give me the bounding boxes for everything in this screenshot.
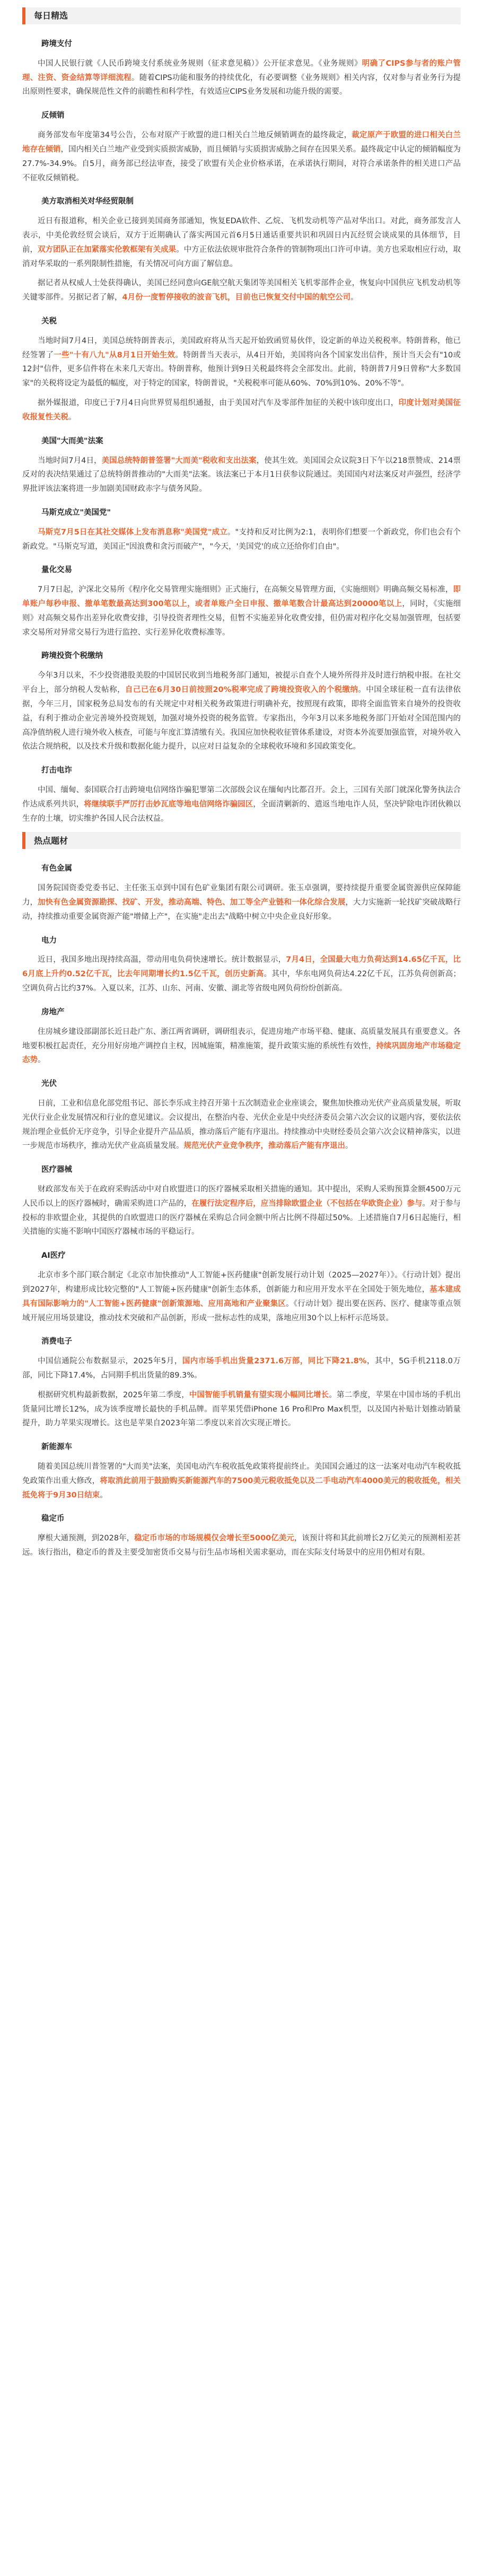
body-text: 中国人民银行就《人民币跨境支付系统业务规则（征求意见稿）》公开征求意见。《业务规则》 [38,59,362,68]
body-text: 财政部发布关于在政府采购活动中对自欧盟进口的医疗器械采取相关措施的通知。其中提出，采购人采购预算金额4500万元人民币以上的医疗器械时，确需采购进口产品的， [22,1185,461,1208]
topic-title: 消费电子 [41,1337,72,1346]
body-text: 北京市多个部门联合制定《北京市加快推动"人工智能+医药健康"创新发展行动计划（2025—2027年）》。《行动计划》提出到2027年，构建形成比较完整的"人工智能+医药健康"创新生态体系，创新能力和应用开发水平在全国处于领先地位， [22,1271,461,1294]
body-text: 。 [100,1491,108,1500]
topic-title: 关税 [41,317,57,326]
highlight-text: 国内市场手机出货量2371.6万部，同比下降21.8% [182,1357,367,1366]
highlight-text: 4月份一度暂停接收的波音飞机，目前也已恢复交付中国的航空公司 [122,293,351,302]
highlight-text: 一些"十有八九"从8月1日开始生效 [54,351,175,360]
topic-paragraph [22,396,461,425]
topic-block [22,560,461,639]
section-title: 热点题材 [34,835,68,846]
topic-paragraph [22,1097,461,1153]
topic-paragraph [22,583,461,639]
topic-paragraph [22,1460,461,1502]
topic-paragraph [22,128,461,185]
highlight-text: 印度计划对美国征收报复性关税 [22,399,461,422]
body-text: 。第二季度，苹果在中国市场的手机出货量同比增长12%，成为该季度增长最快的手机品牌。而苹果凭借iPhone 16 Pro和Pro Max机型，以及国内补贴计划推动销量提升，助力苹果实现增长。这也是苹果自2023年第二季度以来首次实现正增长。 [22,1390,461,1428]
body-text: 中国信通院公布数据显示，2025年5月， [38,1357,182,1366]
topic-paragraph [22,454,461,496]
highlight-text: 马斯克7月5日在其社交媒体上发布消息称"美国党"成立 [38,528,227,537]
topic-paragraph [22,525,461,554]
highlight-text: 中国智能手机销量有望实现小幅同比增长 [189,1390,329,1399]
body-text: 。 [345,1142,353,1151]
body-text: 住房城乡建设部副部长近日赴广东、浙江两省调研，调研组表示，促进房地产市场平稳、健康、高质量发展具有重要意义。各地要积极扛起责任，充分用好房地产调控自主权，因城施策，精准施策，提升政策实施的系统性有效性， [22,1027,461,1050]
topic-title: 稳定币 [41,1514,65,1523]
body-text: 近日，我国多地出现持续高温，带动用电负荷快速增长。统计数据显示， [38,956,286,965]
body-text: 摩根大通预测，到2028年， [38,1534,135,1543]
highlight-text: 美国总统特朗普签署"大而美"税收和支出法案 [101,456,257,465]
highlight-text: 规范光伏产业竞争秩序，推动落后产能有序退出 [183,1142,345,1151]
body-text: ，同时，《实施细则》对高频交易作出差异化收费安排，引导投资者理性交易，但暂不实施差异化收费安排，但仍需对程序化交易加强管理，包括要求交易所对异常交易行为进行监控、实行差异化收费标准等。 [22,600,461,637]
topic-block [22,1160,461,1239]
topic-paragraph [22,1388,461,1431]
topic-title: 美国"大而美"法案 [41,436,103,445]
highlight-text: 将取消此前用于鼓励购买新能源汽车的7500美元税收抵免以及二手电动汽车4000美元的税收抵免，相关抵免将于9月30日结束 [22,1476,461,1500]
topic-block [22,106,461,185]
topic-block [22,646,461,754]
topic-block [22,1437,461,1502]
topic-title: 马斯克成立"美国党" [41,508,111,517]
topic-paragraph [22,783,461,826]
body-text: ，其中，5G手机2118.0万部，同比下降17.4%，占同期手机出货量的89.3%。 [22,1357,461,1380]
topic-block [22,503,461,554]
body-text: 。中方正依法依规审批符合条件的管制物项出口许可申请。美方也采取相应行动，取消对华采取的一系列限制性措施，有关情况可向方面了解信息。 [22,245,461,268]
topic-title: 反倾销 [41,111,65,120]
body-text: 中国、缅甸、泰国联合打击跨境电信网络诈骗犯罪第二次部级会议在缅甸内比都召开。会上，三国有关部门就深化警务执法合作达成系列共识， [22,785,461,809]
topic-block [22,760,461,826]
body-text: 。"支持和反对比例为2:1，表明你们想要一个新政党，你们也会有个新政党。"马斯克写道，美国正"因浪费和贪污而破产"，"今天，'美国党'的成立还给你们自由"。 [22,528,461,551]
section-header-hot [22,832,461,849]
body-text: 国务院国资委党委书记、主任张玉卓到中国有色矿业集团有限公司调研。张玉卓强调，要持续提升重要金属资源供应保障能力， [22,884,461,907]
highlight-text: 自己已在6月30日前按照20%税率完成了跨境投资收入的个税缴纳 [125,686,358,695]
section-header-daily [22,7,461,24]
body-text: 7月7日起，沪深北交易所《程序化交易管理实施细则》正式施行，在高频交易管理方面，《实施细则》明确高频交易标准， [38,585,453,594]
topic-title: 新能源车 [41,1443,72,1452]
topic-title: 跨境支付 [41,40,72,48]
topic-paragraph [22,669,461,754]
body-text: 。对于参与投标的非欧盟企业，其提供的自欧盟进口的医疗器械在采购总合同金额中所占比例不得超过50%。上述措施自7月6日起施行，相关措施的实施不影响中国医疗器械市场的平稳运行。 [22,1199,461,1237]
topic-block [22,931,461,996]
body-text: ，该预计将和其此前增长2万亿美元的预测相差甚远。该行指出，稳定币的普及主要受加密货币交易与衍生品市场相关需求驱动，而在实际支付场景中的应用仍相对有限。 [22,1534,461,1557]
topic-paragraph [22,881,461,924]
highlight-text: 在履行法定程序后，应当排除欧盟企业（不包括在华欧资企业）参与 [191,1199,423,1208]
topic-title: 电力 [41,936,57,945]
topic-block [22,1074,461,1153]
body-text: 根据研究机构最新数据，2025年第二季度， [38,1390,189,1399]
topic-paragraph [22,57,461,99]
body-text: 近日有报道称，相关企业已接到美国商务部通知，恢复EDA软件、乙烷、飞机发动机等产品对华出口。对此，商务部发言人表示，中美伦敦经贸会谈后，双方于近期确认了落实两国元首6月5日通话重要共识和巩固日内瓦经贸会谈成果的具体细节，目前， [22,217,461,254]
topic-block [22,1002,461,1067]
topic-title: 量化交易 [41,566,72,575]
topic-title: 打击电诈 [41,766,72,775]
highlight-text: 加快有色金属资源勘探、找矿、开发，推动高端、特色、加工等全产业链和一体化综合发展 [38,898,346,907]
topic-paragraph [22,276,461,305]
topic-title: 美方取消相关对华经贸限制 [41,197,134,206]
highlight-text: 基本建成具有国际影响力的"人工智能+医药健康"创新策源地、应用高地和产业聚集区 [22,1285,461,1308]
topic-paragraph [22,1268,461,1325]
topic-title: 房地产 [41,1007,65,1017]
body-text: ，大力实施新一轮找矿突破战略行动，持续推动重要金属资源产能"增储上产"，在实施"走出去"战略中树立中央企业良好形象。 [22,898,461,921]
topic-paragraph [22,1531,461,1560]
body-text: 当地时间7月4日，美国总统特朗普表示，美国政府将从当天起开始致函贸易伙伴，设定新的单边关税税率。特朗普称，他已经签署了 [22,336,461,360]
topic-title: 有色金属 [41,864,72,873]
topic-block [22,1331,461,1431]
body-text: 。《行动计划》提出要在医药、医疗、健康等重点领域开展应用场景建设，推动技术突破和产品创新，形成一批标志性的成果，落地应用30个以上标杆示范场景。 [22,1299,461,1322]
body-text: ，使其生效。美国国会众议院3日下午以218票赞成、214票反对的表决结果通过了总统特朗普推动的"大而美"法案。该法案已于本月1日获参议院通过。美国国内对法案反对声强烈，经济学界批评该法案将进一步加剧美国财政赤字与债务风险。 [22,456,461,494]
highlight-text: 裁定原产于欧盟的进口相关白兰地存在倾销 [22,131,461,154]
highlight-text: 即单账户每秒申报、撤单笔数最高达到300笔以上，或者单账户全日申报、撤单笔数合计最高达到20000笔以上 [22,585,461,608]
topic-paragraph [22,953,461,995]
highlight-text: 7月4日，全国最大电力负荷达到14.65亿千瓦，比6月底上升约0.52亿千瓦，比去年同期增长约1.5亿千瓦，创历史新高 [22,956,461,979]
body-text: 。 [38,1056,46,1065]
topic-block [22,1509,461,1559]
topic-block [22,858,461,924]
topic-block [22,34,461,99]
topic-block [22,431,461,496]
highlight-text: 将继续联手严厉打击妙瓦底等地电信网络诈骗园区 [84,800,253,809]
topic-title: AI医疗 [41,1251,66,1260]
body-text: 当地时间7月4日， [38,456,102,465]
body-text: 。中国全球征税一直有法律依据，今年三月，国家税务总局发布的有关规定中对相关税务政策进行明确补充，按照现有政策，即将全面监管来自境外的投资收益，有利于推动企业完善境外投资规划，加强对境外投资的税务监管。专家指出，今年3月以来多地税务部门开始对全国范围内的高净值纳税人进行境外收入核查，可能与年度汇算清缴有关。我国应加快税收征管体系建设，对资本外流要加强监管，对境外收入依法合规纳税，以及技术升级和数据化能力提升，以应对日益复杂的全球税收环境和多国政策变化。 [22,686,461,751]
topic-paragraph [22,1354,461,1383]
body-text: 日前，工业和信息化部党组书记、部长李乐成主持召开第十五次制造业企业座谈会，聚焦加快推动光伏产业高质量发展，听取光伏行业企业发展情况和行业的意见建议。会议提出，在整治内卷、光伏企业是中央经济委员会第六次会议的议题内容，要依法依规治理企业低价无序竞争，引导企业提升产品品质，推动落后产能有序退出。持续推动中央财经委员会第六次会议精神落实，以进一步规范市场秩序，推动光伏产业高质量发展。 [22,1099,461,1151]
body-text: 今年3月以来，不少投资港股美股的中国居民收到当地税务部门通知，被提示自查个人境外所得并及时进行纳税申报。在社交平台上，部分纳税人发帖称， [22,671,461,695]
highlight-text: 稳定币市场的市场规模仅会增长至5000亿美元 [134,1534,294,1543]
body-text: 。 [68,413,76,422]
topic-title: 光伏 [41,1080,57,1089]
body-text: 。 [350,293,358,302]
body-text: ，全面清剿新的、遣返当地电诈人员，坚决铲除电诈团伙赖以生存的土壤，切实维护各国人民合法权益。 [22,800,461,823]
body-text: 据外媒报道，印度已于7月4日向世界贸易组织通报，由于美国对汽车及零部件加征的关税中该印度出口， [38,399,399,408]
topic-paragraph [22,214,461,271]
topic-title: 医疗器械 [41,1166,72,1175]
body-text: 据记者从权威人士处获得确认，美国已经同意向GE航空航天集团等美国相关飞机零部件企业，恢复向中国供应飞机发动机等关键零部件。另据记者了解， [22,279,461,302]
topic-title: 跨境投资个税缴纳 [41,652,103,661]
topic-block [22,1246,461,1325]
topic-paragraph [22,1025,461,1067]
highlight-text: 双方团队正在加紧落实伦敦框架有关成果 [38,245,177,254]
section-title: 每日精选 [34,11,68,21]
topic-paragraph [22,1182,461,1239]
body-text: ，国内相关白兰地产业受到实质损害威胁，而且倾销与实质损害威胁之间存在因果关系。最终裁定中认定的倾销幅度为27.7%-34.9%。自5月，商务部已经法审查，接受了欧盟有关企业价格承诺，在承诺执行期间，对符合承诺条件的相关进口产品不征收反倾销税。 [22,145,461,182]
topic-block [22,311,461,425]
highlight-text: 持续巩固房地产市场稳定态势 [22,1041,461,1065]
topic-block [22,191,461,305]
body-text: 。特朗普当天表示，从4日开始，美国将向各个国家发出信件，预计当天会有"10或12封"信件，更多信件将在未来几天寄出。特朗普称，他预计到9日关税最终将会全部发出。此前，特朗普7月9日曾称"大多数国家"的关税将设定为最低的幅度，对于特定的国家，特朗普说，"关税税率可能从60%、70%到10%、20%不等"。 [22,351,461,388]
body-text: 。其中，华东电网负荷达4.22亿千瓦，江苏负荷创新高；空调负荷占比约37%。入夏以来，江苏、山东、河南、安徽、湖北等省级电网负荷纷纷创新高。 [22,970,461,993]
body-text: 商务部发布年度第34号公告，公布对原产于欧盟的进口相关白兰地反倾销调查的最终裁定， [38,131,352,140]
highlight-text: 明确了CIPS参与者的账户管理、注资、资金结算等详细流程 [22,59,461,82]
body-text: 随着美国总统川普签署的"大而美"法案，美国电动汽车税收抵免政策将提前终止。美国国会通过的这一法案对电动汽车税收抵免政策作出重大修改， [22,1462,461,1485]
topic-paragraph [22,334,461,391]
body-text: 。随着CIPS功能和服务的持续优化，有必要调整《业务规则》相关内容，仅对参与者业务行为提出原则性要求，确保规范性文件的前瞻性和科学性，有效适应CIPS业务发展和功能升级的需要。 [22,73,461,97]
